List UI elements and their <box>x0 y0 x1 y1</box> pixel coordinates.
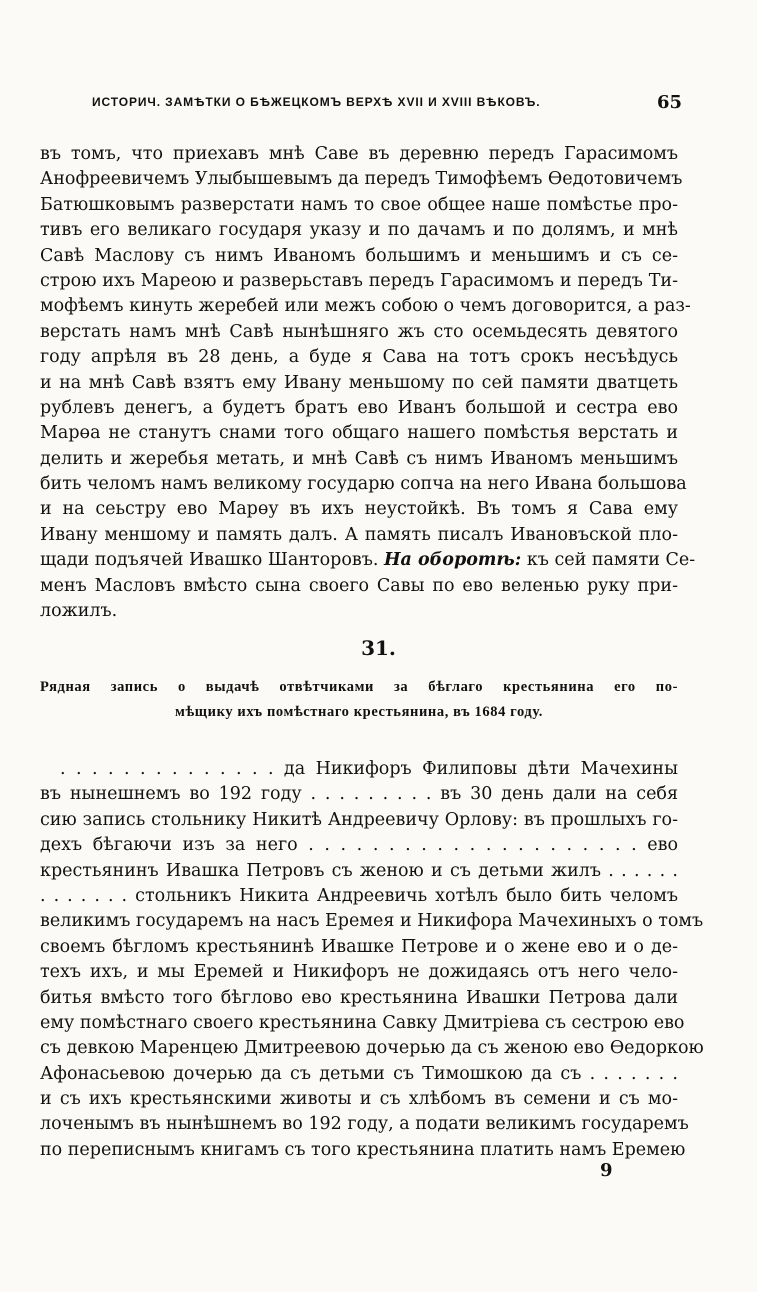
italic-note: На оборотѣ: <box>384 550 522 571</box>
page-number: 65 <box>656 92 682 113</box>
text-line: по переписнымъ книгамъ съ того крестьянина платить намъ Еремею <box>40 1139 686 1160</box>
text-line: и съ ихъ крестьянскими животы и съ хлѣбомъ въ семени и съ мо- <box>40 1089 678 1110</box>
text-line: въ томъ, что приехавъ мнѣ Саве въ деревню передъ Гарасимомъ <box>40 144 678 164</box>
text-fragment: щади подъячей Ивашко Шанторовъ. <box>40 550 379 571</box>
text-line: крестьянинъ Ивашка Петровъ съ женою и съ детьми жилъ . . . . . . <box>40 860 678 881</box>
text-fragment: къ сей памяти Се- <box>526 550 696 571</box>
text-line: ложилъ. <box>40 601 118 622</box>
section-number: 31. <box>361 636 396 660</box>
text-line: верстать намъ мнѣ Савѣ нынѣшняго жъ сто осемьдесять девятого <box>40 321 678 342</box>
header-title: ИСТОРИЧ. ЗАМѢТКИ О БѢЖЕЦКОМЪ ВЕРХѢ XVII И XVIII ВѢКОВЪ. <box>92 95 541 109</box>
text-line: делить и жеребья метать, и мнѣ Савѣ съ нимъ Иваномъ меньшимъ <box>40 448 678 469</box>
text-line: съ девкою Маренцею Дмитреевою дочерью да съ женою ево Өедоркою <box>40 1038 704 1059</box>
text-line: Марөа не станутъ снами того общаго нашего помѣстья верстать и <box>40 423 678 444</box>
text-line: ему помѣстнаго своего крестьянина Савку Дмитріева съ сестрою ево <box>40 1012 685 1033</box>
text-line: году апрѣля въ 28 день, а буде я Сава на тотъ срокъ несъѣдусь <box>40 347 678 368</box>
text-line: своемъ бѣгломъ крестьянинѣ Ивашке Петрове и о жене ево и о де- <box>40 936 678 957</box>
text-line: рублевъ денегъ, а будетъ братъ ево Иванъ большой и сестра ево <box>40 397 678 418</box>
signature-mark: 9 <box>600 1160 613 1181</box>
text-line: сию запись стольнику Никитѣ Андреевичу Орлову: въ прошлыхъ го- <box>40 809 678 830</box>
section-heading <box>40 675 678 725</box>
text-line: Ивану меншому и память далъ. А память писалъ Ивановъской пло- <box>40 524 678 545</box>
text-line: и на мнѣ Савѣ взятъ ему Ивану меньшому по сей памяти дватцеть <box>40 372 678 393</box>
heading-line: Рядная запись о выдачѣ отвѣтчиками за бѣглаго крестьянина его по- <box>40 679 678 695</box>
text-line: Батюшковымъ разверстати намъ то свое общее наше помѣстье про- <box>40 194 678 215</box>
text-line: Афонасьевою дочерью да съ детьми съ Тимошкою да съ . . . . . . . <box>40 1063 678 1084</box>
text-line: лоченымъ въ нынѣшнемъ во 192 году, а подати великимъ государемъ <box>40 1114 689 1135</box>
text-line: тивъ его великаго государя указу и по дачамъ и по долямъ, и мнѣ <box>40 220 678 241</box>
text-line: дехъ бѣгаючи изъ за него . . . . . . . . . . . . . . . . . . . . . ево <box>40 835 678 856</box>
text-line: мофѣемъ кинуть жеребей или межъ собою о чемъ договорится, а раз- <box>40 296 691 317</box>
heading-line: мѣщику ихъ помѣстнаго крестьянина, въ 1684 году. <box>175 704 543 720</box>
text-line-with-italic <box>40 548 696 573</box>
text-line: техъ ихъ, и мы Еремей и Никифоръ не дожидаясь отъ него чело- <box>40 962 678 983</box>
text-line: Савѣ Маслову съ нимъ Иваномъ большимъ и меньшимъ и съ се- <box>40 245 678 266</box>
running-header <box>92 92 682 114</box>
text-line: бить челомъ намъ великому государю сопча на него Ивана большова <box>40 474 687 495</box>
text-line: въ нынешнемъ во 192 году . . . . . . . . . въ 30 день дали на себя <box>40 784 678 805</box>
text-line: менъ Масловъ вмѣсто сына своего Савы по ево веленью руку при- <box>40 575 678 596</box>
text-line: строю ихъ Мареою и разверьставъ передъ Гарасимомъ и передъ Ти- <box>40 270 678 291</box>
text-line: и на сеьстру ево Марөу въ ихъ неустойкѣ. Въ томъ я Сава ему <box>40 499 678 520</box>
text-line: великимъ государемъ на насъ Еремея и Никифора Мачехиныхъ о томъ <box>40 911 704 932</box>
text-line: . . . . . . . стольникъ Никита Андреевичь хотѣлъ было бить челомъ <box>40 885 678 906</box>
text-line: . . . . . . . . . . . . . . да Никифоръ Филиповы дѣти Мачехины <box>60 759 678 779</box>
text-line: битья вмѣсто того бѣглово ево крестьянина Ивашки Петрова дали <box>40 987 678 1008</box>
text-line: Анофреевичемъ Улыбышевымъ да передъ Тимофѣемъ Өедотовичемъ <box>40 169 683 190</box>
paragraph-document <box>40 757 704 1163</box>
paragraph-continued <box>40 142 696 624</box>
